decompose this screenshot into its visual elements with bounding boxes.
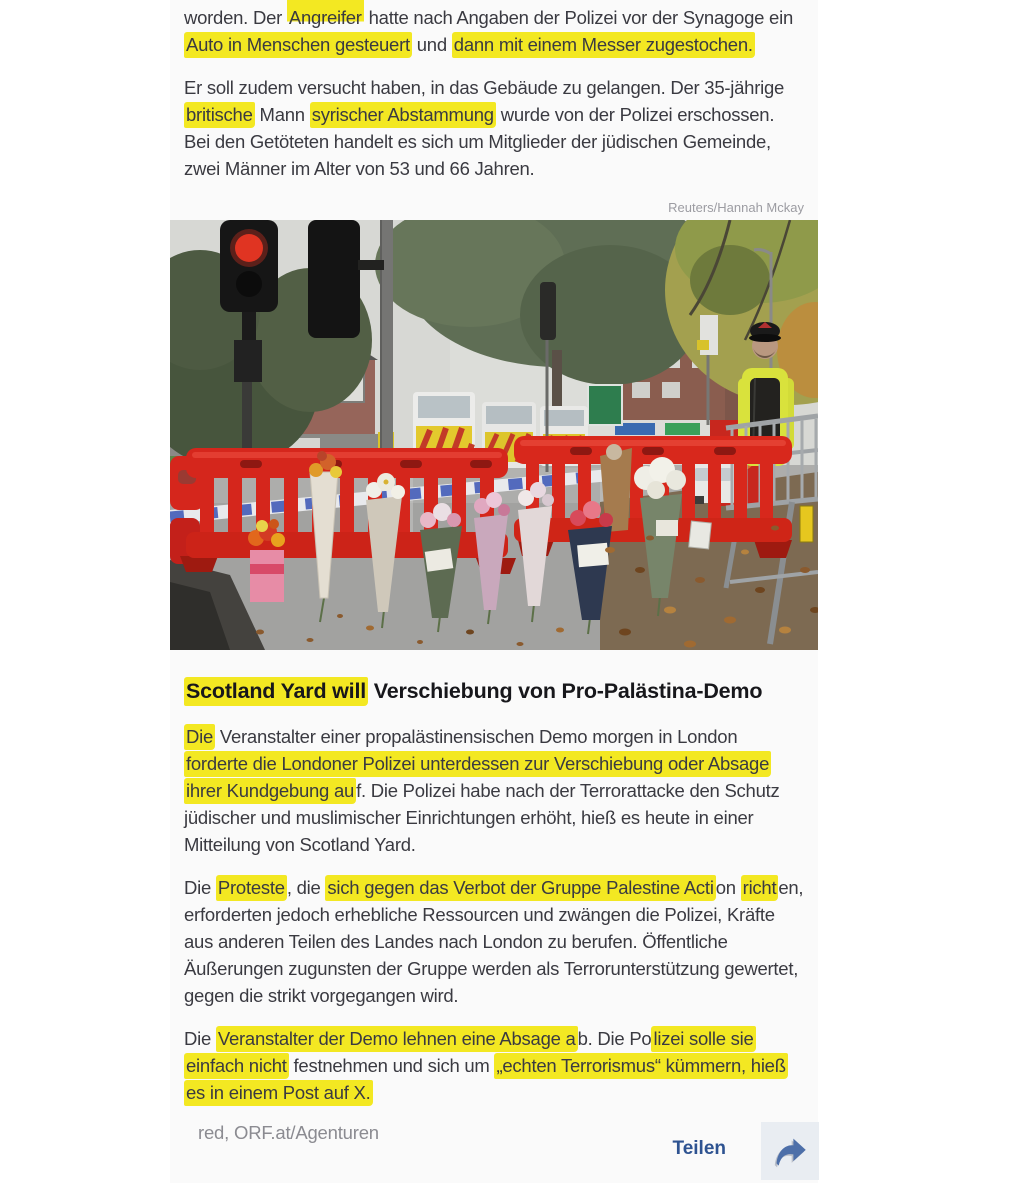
highlight-mark: richt <box>741 875 779 901</box>
highlight-mark: „echten Terrorismus“ kümmern, hieß es in einem Post auf X. <box>184 1053 788 1106</box>
paragraph-veranstalter <box>184 1025 804 1106</box>
highlight-mark: Veranstalter der Demo lehnen eine Absage a <box>216 1026 578 1052</box>
text-run: b. Die Po <box>577 1028 652 1049</box>
highlight-mark: dann mit einem Messer zugestochen. <box>452 32 755 58</box>
paragraph-victims <box>184 74 804 182</box>
text-run: Die <box>184 1028 216 1049</box>
text-run: Veranstalter einer propalästinensischen Demo morgen in London <box>215 726 738 747</box>
highlight-mark: Angreifer <box>287 0 364 28</box>
highlight-mark: syrischer Abstammung <box>310 102 496 128</box>
highlight-mark: britische <box>184 102 255 128</box>
paragraph-scotland-yard <box>184 723 804 858</box>
article-column <box>170 0 818 1183</box>
highlight-mark: forderte die Londoner Polizei unterdessen zur Verschiebung oder Absage ihrer Kundgebung au <box>184 751 771 804</box>
highlight-mark: Die <box>184 724 215 750</box>
text-run: festnehmen und sich um <box>288 1055 495 1076</box>
highlight-mark: Proteste <box>216 875 287 901</box>
text-run: und <box>411 34 452 55</box>
highlight-mark: sich gegen das Verbot der Gruppe Palestine Acti <box>325 875 715 901</box>
share-button[interactable] <box>761 1122 819 1180</box>
text-run: on <box>715 877 741 898</box>
text-run: , die <box>286 877 326 898</box>
article-footer <box>184 1122 804 1170</box>
paragraph-proteste <box>184 874 804 1009</box>
share-arrow-icon <box>770 1133 810 1169</box>
share-label[interactable]: Teilen <box>672 1138 726 1159</box>
highlight-mark: lizei solle sie einfach nicht <box>184 1026 756 1079</box>
text-run: Er soll zudem versucht haben, in das Gebäude zu gelangen. Der 35-jährige <box>184 77 785 98</box>
byline: red, ORF.at/Agenturen <box>198 1122 379 1143</box>
text-run: Verschiebung von Pro-Palästina-Demo <box>368 679 763 703</box>
text-run: Die <box>184 877 216 898</box>
text-run: f. Die Polizei habe nach der Terrorattacke den Schutz jüdischer und muslimischer Einrichtungen erhöht, hieß es heute in einer Mitteilung von Scotland Yard. <box>184 780 780 855</box>
article-photo <box>170 220 818 650</box>
text-run: en, erforderten jedoch erhebliche Ressourcen und zwängen die Polizei, Kräfte aus anderen Teilen des Landes nach London zu berufen. Öffentliche Äußerungen zugunsten der Gruppe werden als Terrorunterstützung gewertet, gegen die strikt vorgegangen wird. <box>184 877 804 1006</box>
text-run: Mann <box>254 104 310 125</box>
paragraph-attack <box>184 4 804 58</box>
highlight-mark: Scotland Yard will <box>184 677 368 706</box>
text-run: wurde von der Polizei erschossen. Bei den Getöteten handelt es sich um Mitglieder der jüdischen Gemeinde, zwei Männer im Alter von 53 und 66 Jahren. <box>184 104 775 179</box>
section-heading <box>184 676 804 706</box>
photo-credit: Reuters/Hannah Mckay <box>668 200 804 215</box>
highlight-mark: Auto in Menschen gesteuert <box>184 32 412 58</box>
text-run: worden. Der <box>184 7 287 28</box>
text-run: hatte nach Angaben der Polizei vor der Synagoge ein <box>363 7 793 28</box>
